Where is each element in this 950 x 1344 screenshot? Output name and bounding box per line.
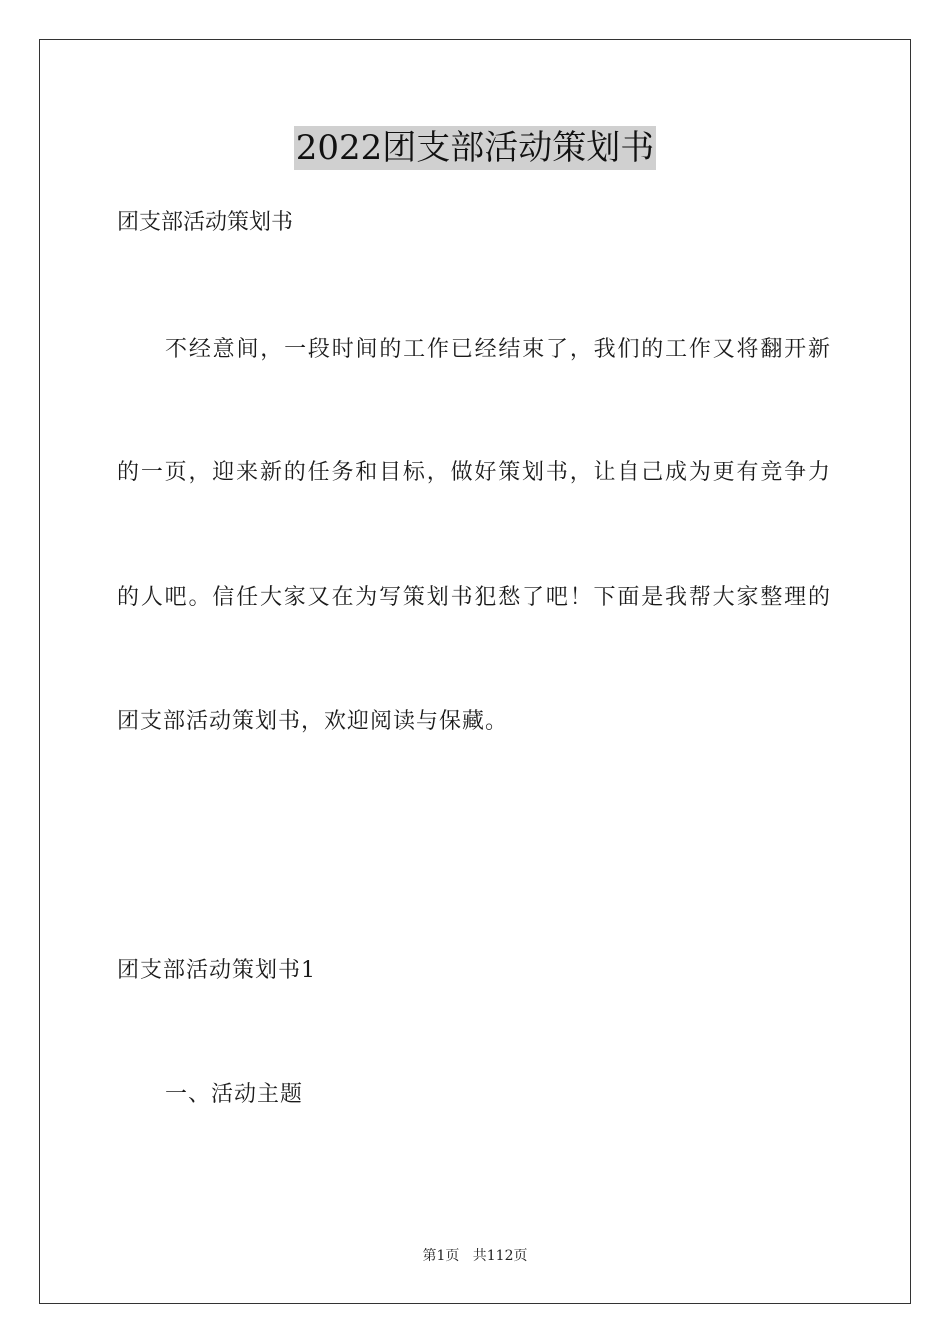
subsection-heading: 一、活动主题 [165, 1082, 304, 1107]
paragraph-line: 不经意间，一段时间的工作已经结束了，我们的工作又将翻开新 [165, 337, 831, 362]
paragraph-line: 团支部活动策划书，欢迎阅读与保藏。 [117, 709, 509, 734]
title-container [0, 126, 950, 170]
section-heading: 团支部活动策划书1 [117, 958, 316, 983]
paragraph-line: 的人吧。信任大家又在为写策划书犯愁了吧！下面是我帮大家整理的 [117, 585, 831, 610]
page-number-footer: 第1页 共112页 [422, 1248, 528, 1264]
paragraph-line: 的一页，迎来新的任务和目标，做好策划书，让自己成为更有竞争力 [117, 460, 831, 485]
document-subtitle: 团支部活动策划书 [117, 210, 294, 235]
document-title: 2022团支部活动策划书 [295, 128, 655, 168]
